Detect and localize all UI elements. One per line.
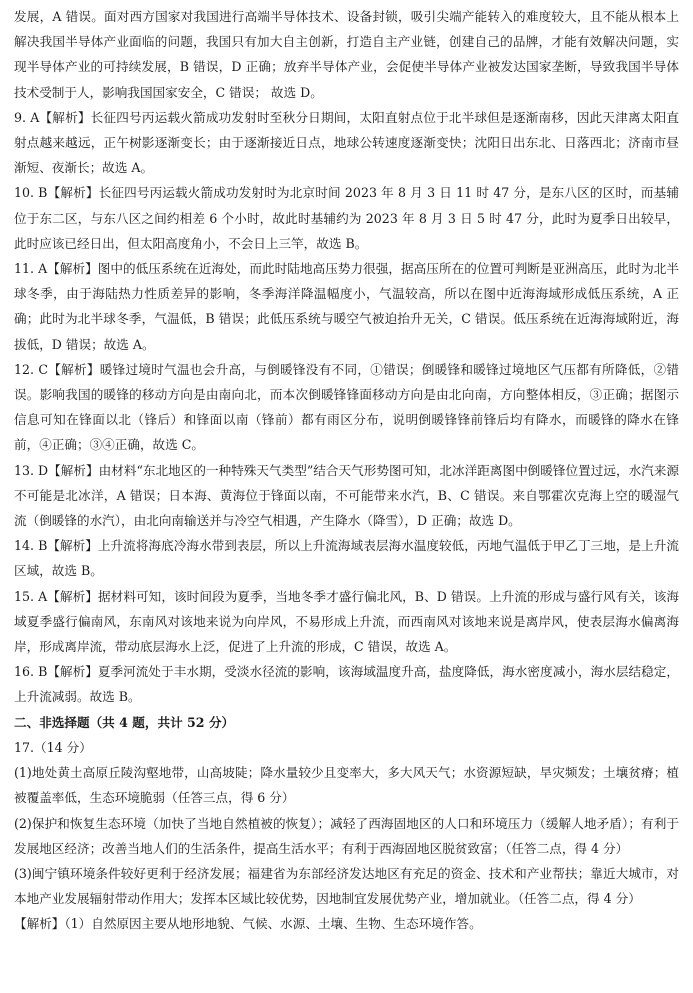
section-heading: 二、非选择题（共 4 题，共计 52 分） bbox=[14, 714, 235, 730]
answer-10: 10. B【解析】长征四号丙运载火箭成功发射时为北京时间 2023 年 8 月 3 日 11 时 47 分，是东八区的区时，而基辅位于东二区，与东八区之间约相差 6 个小时，故此时基辅约为 2023 年 8 月 3 日 5 时 47 分，此时为夏季日出较早，此时应该已经日出，但太阳高度角小，不会日上三竿，故选 B。 bbox=[14, 185, 679, 251]
answer-17-part-1: (1)地处黄土高原丘陵沟壑地带，山高坡陡；降水量较少且变率大，多大风天气；水资源短缺，旱灾频发；土壤贫瘠；植被覆盖率低，生态环境脆弱（任答三点，得 6 分） bbox=[14, 765, 679, 806]
answer-17-part-3: (3)闽宁镇环境条件较好更利于经济发展；福建省为东部经济发达地区有充足的资金、技术和产业帮扶；靠近大城市，对本地产业发展辐射带动作用大；发挥本区域比较优势，因地制宜发展优势产业，增加就业。（任答二点，得 4 分） bbox=[14, 865, 679, 907]
answer-9: 9. A【解析】长征四号丙运载火箭成功发射时至秋分日期间，太阳直射点位于北半球但是逐渐南移，因此天津离太阳直射点越来越远，正午树影逐渐变长；由于逐渐接近日点，地球公转速度逐渐变快；沈阳日出东北、日落西北；济南市昼渐短、夜渐长；故选 A。 bbox=[14, 109, 679, 176]
answer-15: 15. A【解析】据材料可知，该时间段为夏季，当地冬季才盛行偏北风，B、D 错误。上升流的形成与盛行风有关，该海域夏季盛行偏南风，东南风对该地来说为向岸风，不易形成上升流，而西南风对该地来说是离岸风，使表层海水偏离海岸，形成离岸流，带动底层海水上泛，促进了上升流的形成，C 错误，故选 A。 bbox=[14, 588, 679, 655]
answer-16: 16. B【解析】夏季河流处于丰水期，受淡水径流的影响，该海域温度升高，盐度降低，海水密度减小，海水层结稳定，上升流减弱。故选 B。 bbox=[14, 664, 679, 705]
answer-12: 12. C【解析】暖锋过境时气温也会升高，与倒暖锋没有不同，①错误；倒暖锋和暖锋过境地区气压都有所降低，②错误。影响我国的暖锋的移动方向是由南向北，而本次倒暖锋锋面移动方向是由北向南，方向整体相反，③正确；据图示信息可知在锋面以北（锋后）和锋面以南（锋前）都有雨区分布，说明倒暖锋锋前锋后均有降水，而暖锋的降水在锋前，④正确；③④正确，故选 C。 bbox=[14, 361, 679, 453]
question-17-title: 17.（14 分） bbox=[14, 739, 92, 755]
answer-17-analysis: 【解析】（1）自然原因主要从地形地貌、气候、水源、土壤、生物、生态环境作答。 bbox=[14, 916, 482, 932]
answer-13: 13. D【解析】由材料“东北地区的一种特殊天气类型”结合天气形势图可知，北冰洋距离图中倒暖锋位置过远，水汽来源不可能是北冰洋，A 错误；日本海、黄海位于锋面以南，不可能带来水汽，B、C 错误。来自鄂霍次克海上空的暖湿气流（倒暖锋的水汽），由北向南输送并与冷空气相遇，产生降水（降雪），D 正确；故选 D。 bbox=[14, 462, 679, 529]
answer-17-part-2: (2)保护和恢复生态环境（加快了当地自然植被的恢复）；减轻了西海固地区的人口和环境压力（缓解人地矛盾）；有利于发展地区经济；改善当地人们的生活条件，提高生活水平；有利于西海固地区脱贫致富；（任答二点，得 4 分） bbox=[14, 815, 679, 856]
answer-11: 11. A【解析】图中的低压系统在近海处，而此时陆地高压势力很强，据高压所在的位置可判断是亚洲高压，此时为北半球冬季，由于海陆热力性质差异的影响，冬季海洋降温幅度小，气温较高，所以在图中近海海域形成低压系统，A 正确；此时为北半球冬季，气温低，B 错误；此低压系统与暖空气被迫抬升无关，C 错误。低压系统在近海海域附近，海拔低，D 错误；故选 A。 bbox=[14, 261, 679, 352]
answer-intro: 发展，A 错误。面对西方国家对我国进行高端半导体技术、设备封锁，吸引尖端产能转入的难度较大，且不能从根本上解决我国半导体产业面临的问题，我国只有加大自主创新，打造自主产业链，创建自己的品牌，才能有效解决问题，实现半导体产业的可持续发展，B 错误，D 正确；放弃半导体产业，会促使半导体产业被发达国家垄断，导致我国半导体技术受制于人，影响我国国家安全，C 错误； 故选 D。 bbox=[14, 9, 679, 100]
answer-14: 14. B【解析】上升流将海底冷海水带到表层，所以上升流海域表层海水温度较低，丙地气温低于甲乙丁三地，是上升流区域，故选 B。 bbox=[14, 538, 679, 579]
